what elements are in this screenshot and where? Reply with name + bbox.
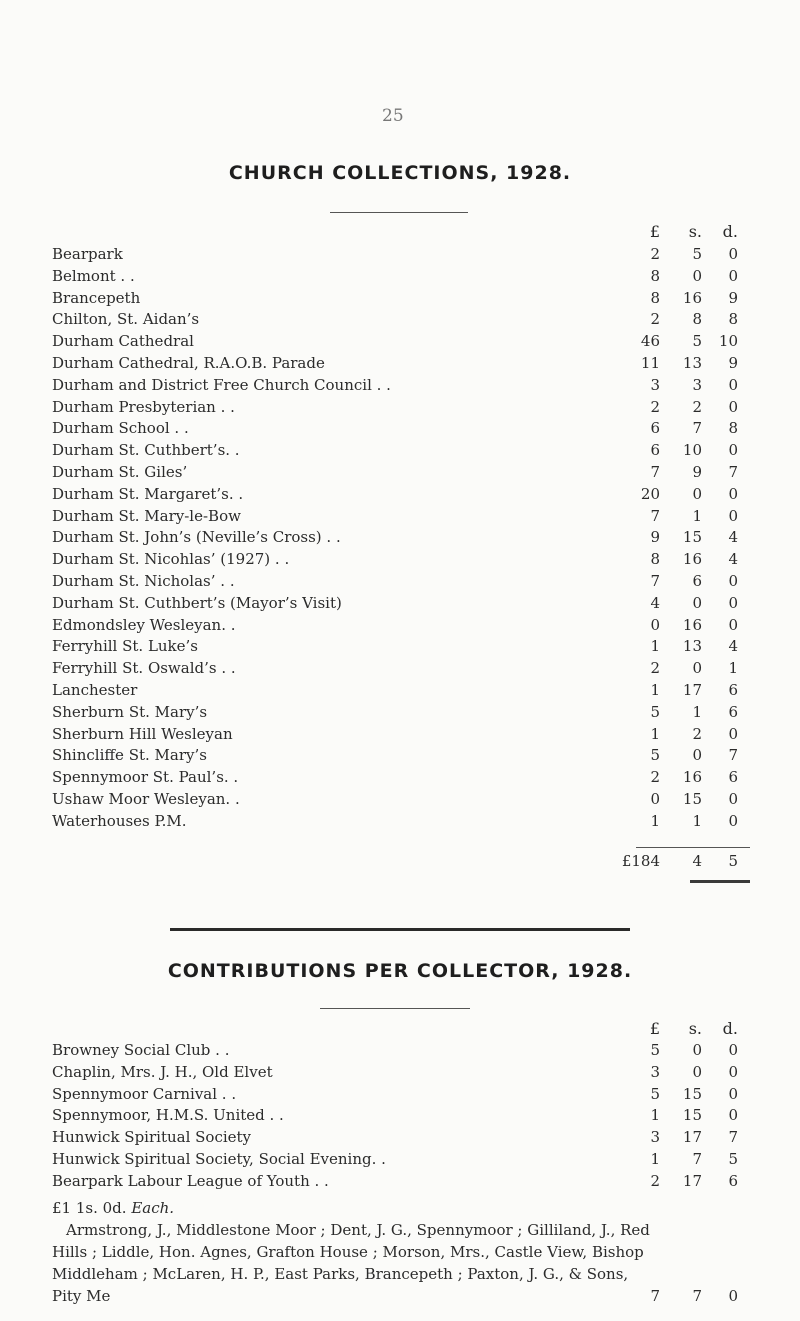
pounds: 0	[650, 790, 660, 808]
table-row	[0, 788, 800, 810]
pounds: 2	[650, 310, 660, 329]
table-row	[0, 744, 800, 766]
pounds: 7	[650, 506, 660, 525]
pounds: 8	[650, 288, 660, 307]
shillings: 17	[682, 1171, 702, 1190]
table-row	[0, 417, 800, 439]
shillings: 16	[682, 550, 702, 569]
table-row	[0, 243, 800, 265]
entry-name: Ferryhill St. Oswald’s . .	[52, 659, 236, 678]
table-row	[0, 548, 800, 570]
shillings: 7	[692, 1150, 702, 1168]
total-shillings: 4	[692, 852, 702, 870]
shillings: 13	[682, 354, 702, 372]
table-row	[0, 635, 800, 657]
entry-name: Browney Social Club . .	[52, 1041, 230, 1059]
each-heading	[52, 1197, 652, 1219]
shillings: 6	[692, 572, 702, 590]
each-list: Armstrong, J., Middlestone Moor ; Dent, J. G., Spennymoor ; Gilliland, J., Red Hills ; Liddle, Hon. Agnes, Grafton House ; Morson, Mrs., Castle View, Bishop Middleham ; McLaren, H. P., East Parks, Brancepeth ; Paxton, J. G., & Sons, Pity Me	[52, 1221, 650, 1305]
pence: 9	[728, 288, 738, 307]
shillings: 3	[692, 375, 702, 394]
total-rule	[636, 847, 750, 848]
pounds: 6	[650, 419, 660, 438]
pounds: 0	[650, 615, 660, 634]
shillings: 15	[682, 528, 702, 547]
table-row	[0, 1083, 800, 1105]
pence: 0	[728, 397, 738, 416]
table-row	[0, 1126, 800, 1148]
shillings: 0	[692, 1062, 702, 1081]
entry-name: Durham St. Nicohlas’ (1927) . .	[52, 550, 290, 569]
entry-name: Belmont . .	[52, 266, 135, 285]
pounds: 1	[650, 637, 660, 656]
shillings: 0	[692, 593, 702, 612]
entry-name: Hunwick Spiritual Society, Social Evening. .	[52, 1150, 386, 1168]
entry-name: Durham Cathedral, R.A.O.B. Parade	[52, 354, 325, 372]
pence: 6	[728, 681, 738, 699]
shillings: 8	[692, 310, 702, 329]
pence: 0	[728, 593, 738, 612]
pence: 0	[728, 1106, 738, 1125]
entry-name: Chilton, St. Aidan’s	[52, 310, 200, 329]
shillings: 15	[682, 1084, 702, 1103]
shillings: 0	[692, 659, 702, 678]
shillings: 16	[682, 288, 702, 307]
pounds: 3	[650, 1062, 660, 1081]
pounds: 2	[650, 768, 660, 787]
each-total-shillings: 7	[692, 1287, 702, 1305]
table-row	[0, 723, 800, 745]
pence: 9	[728, 354, 738, 372]
pence: 0	[728, 375, 738, 394]
entry-name: Durham St. Mary-le-Bow	[52, 506, 241, 525]
entry-name: Durham and District Free Church Council . .	[52, 375, 391, 394]
table-row	[0, 483, 800, 505]
title-rule	[330, 212, 468, 213]
pence: 1	[728, 659, 738, 678]
pounds: 1	[650, 724, 660, 743]
table-row	[0, 701, 800, 723]
pence: 0	[728, 441, 738, 460]
pounds: 3	[650, 1128, 660, 1147]
table-row	[0, 330, 800, 352]
pounds-header: £	[649, 222, 660, 241]
table-row	[0, 265, 800, 287]
table-row	[0, 1104, 800, 1126]
table-row	[0, 679, 800, 701]
table-row	[0, 1061, 800, 1083]
pence: 0	[728, 790, 738, 808]
shillings: 16	[682, 615, 702, 634]
shillings: 1	[692, 702, 702, 721]
pounds: 6	[650, 441, 660, 460]
table-row	[0, 461, 800, 483]
pounds: 20	[640, 484, 660, 503]
pence: 6	[728, 768, 738, 787]
entry-name: Sherburn Hill Wesleyan	[52, 724, 233, 743]
shillings: 9	[692, 463, 702, 481]
entry-name: Spennymoor Carnival . .	[52, 1084, 237, 1103]
currency-header	[0, 221, 800, 243]
shillings: 7	[692, 419, 702, 438]
entry-name: Chaplin, Mrs. J. H., Old Elvet	[52, 1062, 273, 1081]
entry-name: Sherburn St. Mary’s	[52, 702, 208, 721]
table-row	[0, 570, 800, 592]
entry-name: Durham St. Margaret’s. .	[52, 484, 244, 503]
pounds: 1	[650, 1150, 660, 1168]
table-row	[0, 352, 800, 374]
each-total-pence: 0	[728, 1287, 738, 1305]
entry-name: Durham St. John’s (Neville’s Cross) . .	[52, 528, 341, 547]
pounds: 5	[650, 1084, 660, 1103]
entry-name: Hunwick Spiritual Society	[52, 1128, 252, 1147]
pence: 0	[728, 724, 738, 743]
pence: 0	[728, 484, 738, 503]
section-title-contributions: CONTRIBUTIONS PER COLLECTOR, 1928.	[167, 960, 633, 982]
entry-name: Bearpark Labour League of Youth . .	[52, 1171, 329, 1190]
table-row	[0, 1039, 800, 1061]
each-word: Each.	[131, 1199, 175, 1217]
pounds: 5	[650, 746, 660, 765]
pounds: 3	[650, 375, 660, 394]
table-row	[0, 287, 800, 309]
pounds: 9	[650, 528, 660, 547]
pence: 0	[728, 572, 738, 590]
shillings: 2	[692, 724, 702, 743]
shillings: 0	[692, 746, 702, 765]
pounds: 2	[650, 397, 660, 416]
entry-name: Durham St. Giles’	[52, 463, 188, 481]
entry-name: Ferryhill St. Luke’s	[52, 637, 198, 656]
entry-name: Waterhouses P.M.	[52, 811, 187, 830]
shillings: 17	[682, 1128, 702, 1147]
pounds: 5	[650, 1041, 660, 1059]
table-row	[0, 810, 800, 832]
table-row	[0, 439, 800, 461]
entry-name: Spennymoor, H.M.S. United . .	[52, 1106, 284, 1125]
table-row	[0, 396, 800, 418]
entry-name: Durham St. Cuthbert’s. .	[52, 441, 240, 460]
entry-name: Edmondsley Wesleyan. .	[52, 615, 236, 634]
shillings: 17	[682, 681, 702, 699]
pounds: 7	[650, 463, 660, 481]
pence: 0	[728, 1084, 738, 1103]
table-row	[0, 614, 800, 636]
shillings: 10	[682, 441, 702, 460]
shillings: 1	[692, 811, 702, 830]
pence: 7	[728, 463, 738, 481]
pence: 6	[728, 1171, 738, 1190]
pounds: 5	[650, 702, 660, 721]
pence: 0	[728, 506, 738, 525]
table-row	[0, 766, 800, 788]
pounds: 2	[650, 245, 660, 263]
church-total-row	[0, 850, 800, 872]
shillings: 5	[692, 245, 702, 263]
pence: 0	[728, 615, 738, 634]
table-row	[0, 592, 800, 614]
shillings: 2	[692, 397, 702, 416]
pence: 0	[728, 266, 738, 285]
entry-name: Brancepeth	[52, 288, 141, 307]
entry-name: Spennymoor St. Paul’s. .	[52, 768, 239, 787]
entry-name: Bearpark	[52, 245, 123, 263]
pence: 6	[728, 702, 738, 721]
pence: 7	[728, 746, 738, 765]
shillings: 15	[682, 1106, 702, 1125]
pounds: 11	[640, 354, 660, 372]
table-row	[0, 374, 800, 396]
shillings: 15	[682, 790, 702, 808]
pounds: 1	[650, 1106, 660, 1125]
shillings-header: s.	[688, 222, 702, 241]
pence: 4	[728, 637, 738, 656]
pounds: 8	[650, 266, 660, 285]
pence: 0	[728, 1062, 738, 1081]
total-pounds: £184	[621, 852, 660, 870]
pence: 10	[718, 332, 738, 351]
title-rule-2	[320, 1008, 470, 1009]
pounds: 8	[650, 550, 660, 569]
pounds: 2	[650, 1171, 660, 1190]
pence-header: d.	[722, 1019, 738, 1038]
table-row	[0, 308, 800, 330]
shillings: 16	[682, 768, 702, 787]
entry-name: Durham St. Nicholas’ . .	[52, 572, 235, 590]
pence: 8	[728, 419, 738, 438]
table-row	[0, 526, 800, 548]
entry-name: Durham Presbyterian . .	[52, 397, 235, 416]
section-title-church-collections: CHURCH COLLECTIONS, 1928.	[228, 162, 572, 184]
shillings: 5	[692, 332, 702, 351]
shillings: 13	[682, 637, 702, 656]
shillings-header: s.	[688, 1019, 702, 1038]
each-amount: £1 1s. 0d.	[52, 1199, 127, 1217]
section-divider	[170, 928, 630, 931]
pence: 8	[728, 310, 738, 329]
pence: 4	[728, 528, 738, 547]
total-pence: 5	[728, 852, 738, 870]
entry-name: Lanchester	[52, 681, 138, 699]
total-double-rule	[690, 880, 750, 883]
pounds: 7	[650, 572, 660, 590]
shillings: 0	[692, 484, 702, 503]
table-row	[0, 1170, 800, 1192]
pence: 0	[728, 1041, 738, 1059]
pence: 0	[728, 811, 738, 830]
pounds: 1	[650, 811, 660, 830]
shillings: 1	[692, 506, 702, 525]
table-row	[0, 1148, 800, 1170]
pounds: 1	[650, 681, 660, 699]
shillings: 0	[692, 266, 702, 285]
entry-name: Durham St. Cuthbert’s (Mayor’s Visit)	[52, 593, 342, 612]
pounds: 2	[650, 659, 660, 678]
entry-name: Ushaw Moor Wesleyan. .	[52, 790, 240, 808]
pounds: 4	[650, 593, 660, 612]
pence: 7	[728, 1128, 738, 1147]
shillings: 0	[692, 1041, 702, 1059]
pounds-header: £	[649, 1019, 660, 1038]
pence: 5	[728, 1150, 738, 1168]
currency-header-2	[0, 1018, 800, 1040]
page-number: 25	[382, 106, 404, 126]
table-row	[0, 505, 800, 527]
entry-name: Shincliffe St. Mary’s	[52, 746, 207, 765]
pence: 0	[728, 245, 738, 263]
entry-name: Durham School . .	[52, 419, 189, 438]
each-total-pounds: 7	[650, 1287, 660, 1305]
entry-name: Durham Cathedral	[52, 332, 194, 351]
each-total-row	[0, 1285, 800, 1307]
table-row	[0, 657, 800, 679]
pence: 4	[728, 550, 738, 569]
pounds: 46	[640, 332, 660, 351]
pence-header: d.	[722, 222, 738, 241]
